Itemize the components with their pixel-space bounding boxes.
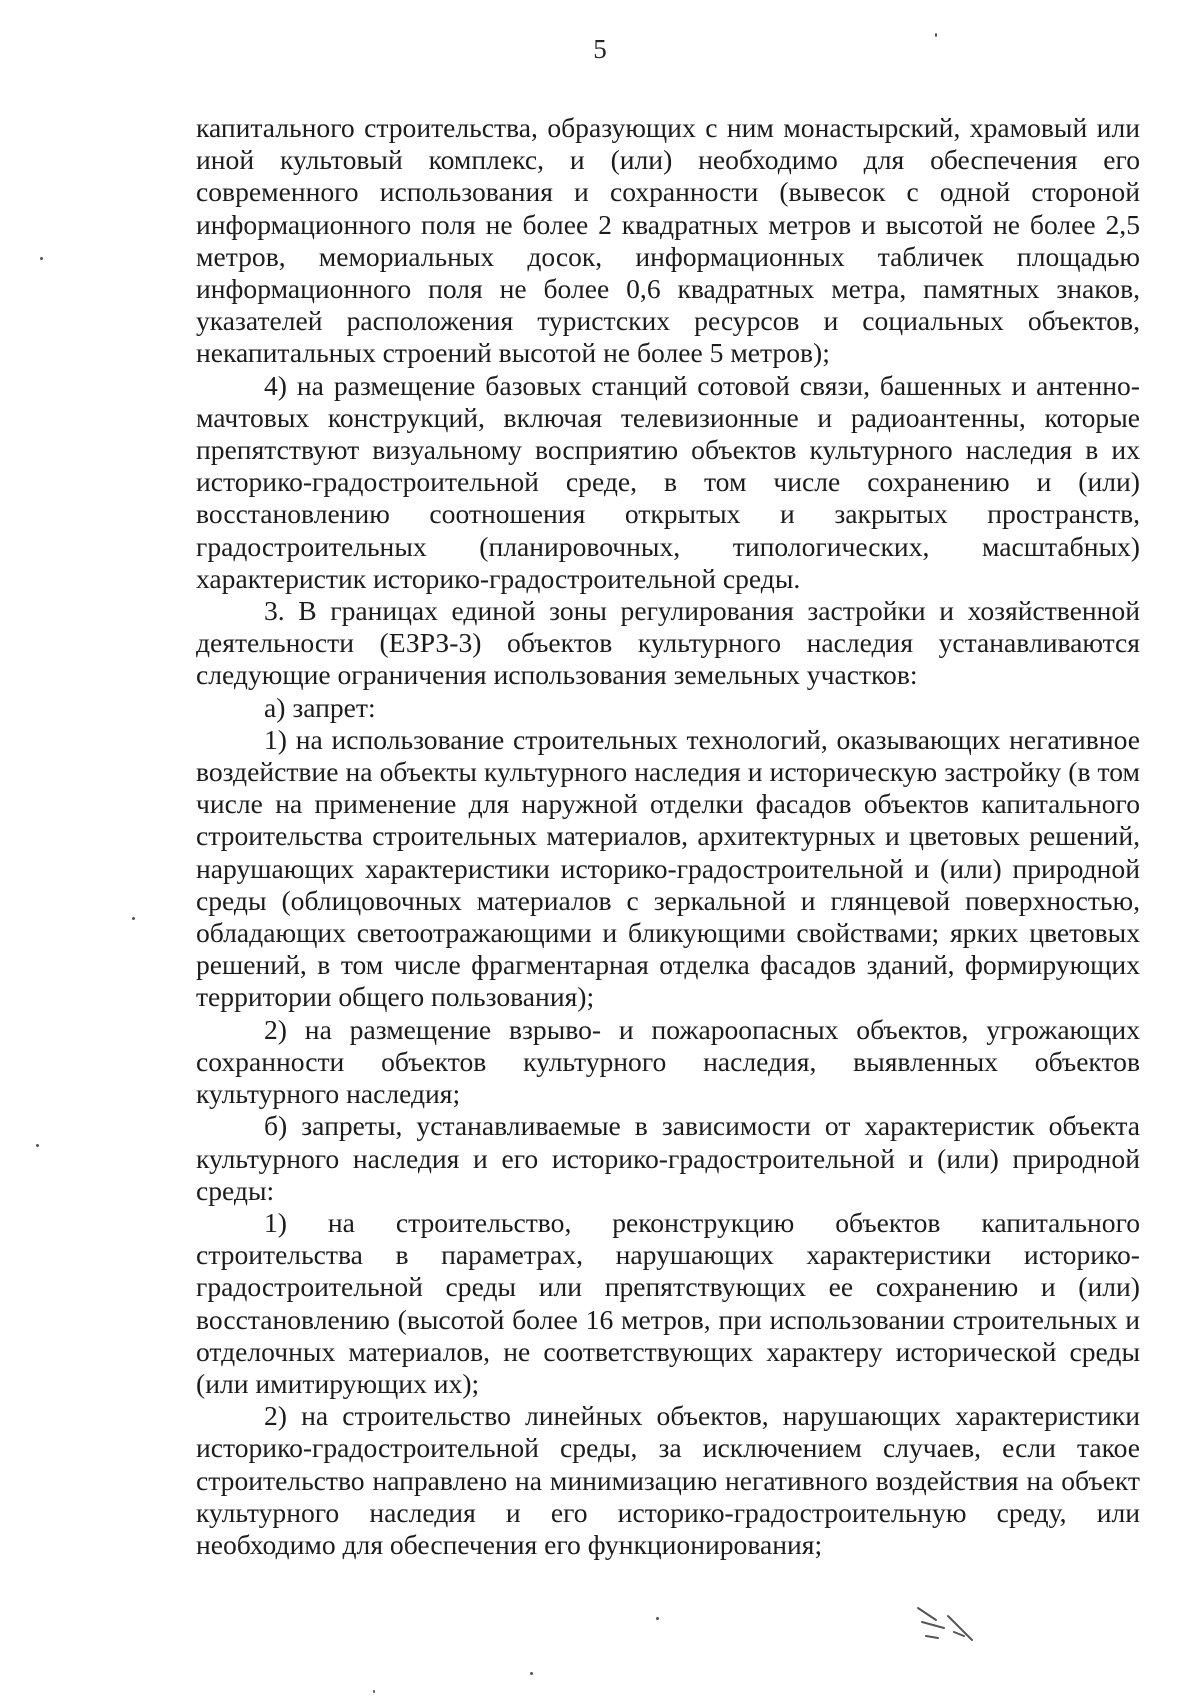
paragraph-subsection-a: а) запрет: bbox=[264, 691, 376, 723]
pen-mark bbox=[914, 1602, 984, 1650]
paragraph-a-item-2: 2) на размещение взрыво- и пожароопасных объектов, угрожающих сохранности объектов культурного наследия, выявленных объектов культурного наследия; bbox=[196, 1013, 1140, 1110]
scan-speck bbox=[530, 1672, 533, 1675]
paragraph-b-item-2: 2) на строительство линейных объектов, нарушающих характеристики историко-градостроительной среды, за исключением случаев, если такое строительство направлено на минимизацию негативного воздействия на объект культурного наследия и его историко-градостроительную среду, или необходимо для обеспечения его функционирования; bbox=[196, 1400, 1140, 1560]
page-number: 5 bbox=[593, 34, 607, 64]
scan-speck bbox=[40, 257, 43, 260]
scan-speck bbox=[656, 1617, 659, 1620]
paragraph-a-item-1: 1) на использование строительных технологий, оказывающих негативное воздействие на объекты культурного наследия и историческую застройку (в том числе на применение для наружной отделки фасадов объектов капитального строительства строительных материалов, архитектурных и цветовых решений, нарушающих характеристики историко-градостроительной и (или) природной среды (облицовочных материалов с зеркальной и глянцевой поверхностью, обладающих светоотражающими и бликующими свойствами; ярких цветовых решений, в том числе фрагментарная отделка фасадов зданий, формирующих территории общего пользования); bbox=[196, 723, 1140, 1013]
document-body bbox=[196, 112, 1140, 1561]
paragraph-section-3: 3. В границах единой зоны регулирования застройки и хозяйственной деятельности (ЕЗРЗ-3) объектов культурного наследия устанавливаются следующие ограничения использования земельных участков: bbox=[196, 595, 1140, 691]
paragraph-b-item-1: 1) на строительство, реконструкцию объектов капитального строительства в параметрах, нарушающих характеристики историко-градостроительной среды или препятствующих ее сохранению и (или) восстановлению (высотой более 16 метров, при использовании строительных и отделочных материалов, не соответствующих характеру исторической среды (или имитирующих их); bbox=[196, 1206, 1140, 1399]
paragraph-continuation: капитального строительства, образующих с ним монастырский, храмовый или иной культовый комплекс, и (или) необходимо для обеспечения его современного использования и сохранности (вывесок с одной стороной информационного поля не более 2 квадратных метров и высотой не более 2,5 метров, мемориальных досок, информационных табличек площадью информационного поля не более 0,6 квадратных метра, памятных знаков, указателей расположения туристских ресурсов и социальных объектов, некапитальных строений высотой не более 5 метров); bbox=[196, 112, 1140, 369]
scan-speck bbox=[935, 33, 937, 37]
paragraph-subsection-b: б) запреты, устанавливаемые в зависимости от характеристик объекта культурного наследия и его историко-градостроительной и (или) природной среды: bbox=[196, 1110, 1140, 1206]
scan-speck bbox=[132, 917, 135, 920]
scan-speck bbox=[373, 1690, 375, 1693]
scan-speck bbox=[36, 1144, 39, 1147]
paragraph-item-4: 4) на размещение базовых станций сотовой связи, башенных и антенно-мачтовых конструкций, включая телевизионные и радиоантенны, которые препятствуют визуальному восприятию объектов культурного наследия в их историко-градостроительной среде, в том числе сохранению и (или) восстановлению соотношения открытых и закрытых пространств, градостроительных (планировочных, типологических, масштабных) характеристик историко-градостроительной среды. bbox=[196, 369, 1140, 594]
